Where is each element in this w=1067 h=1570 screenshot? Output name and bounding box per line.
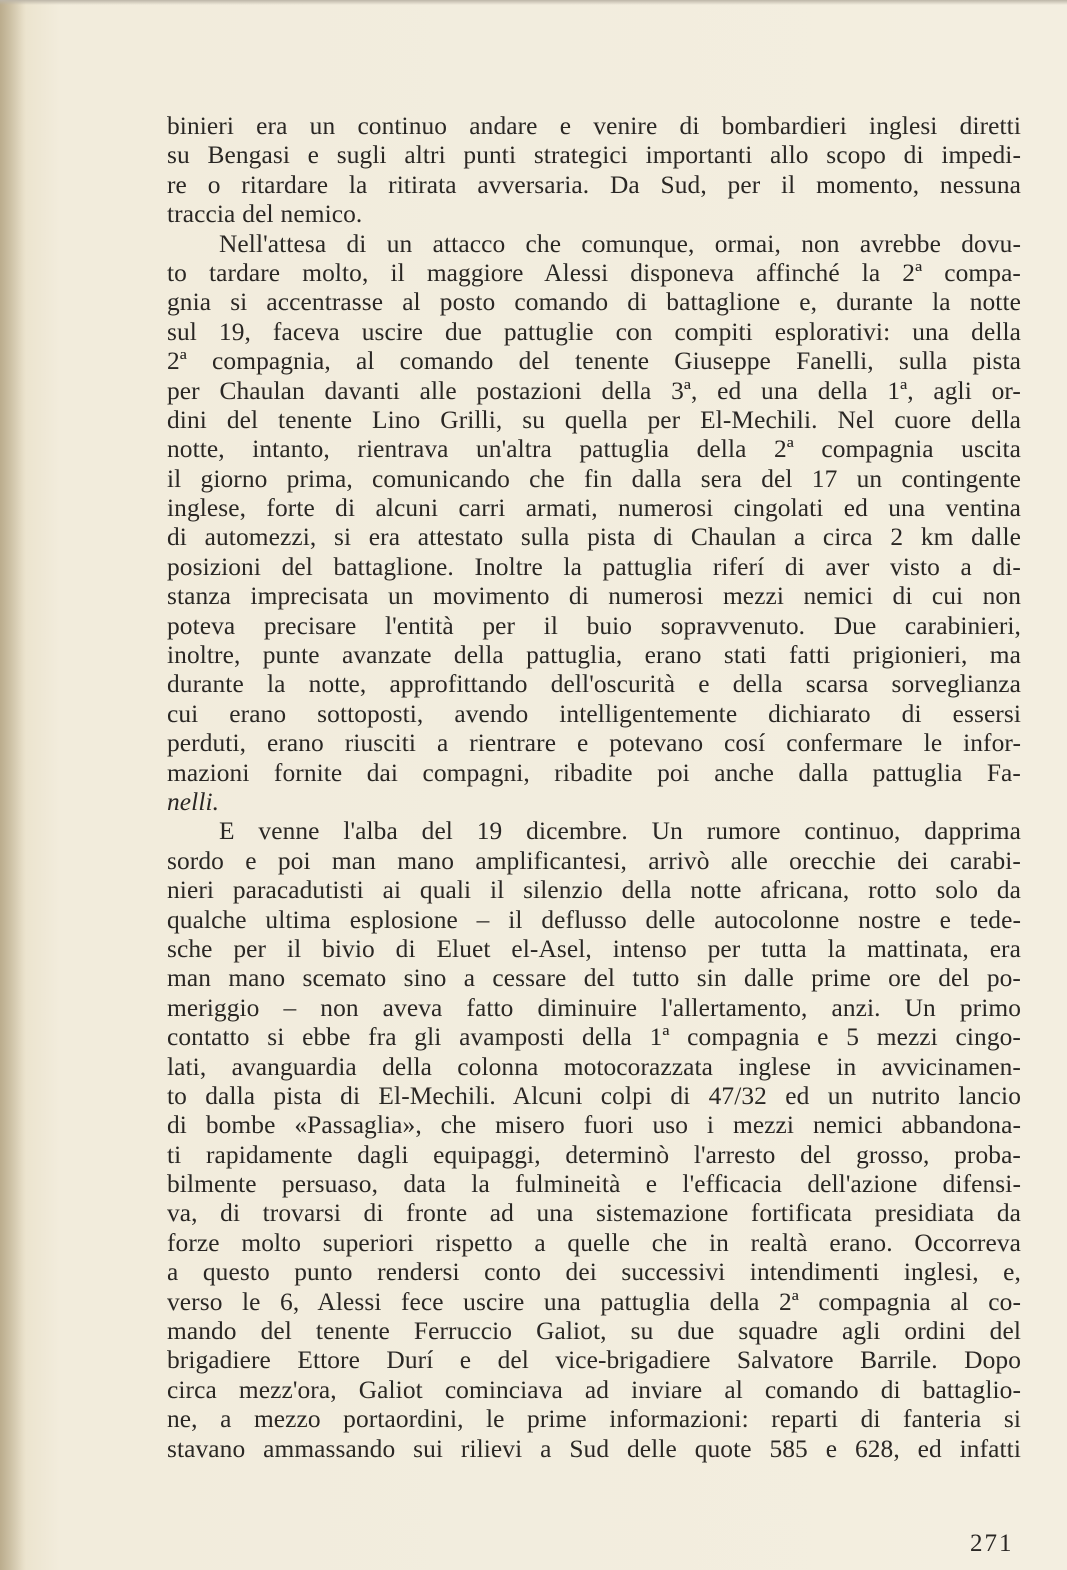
text-line: lati, avanguardia della colonna motocorazzata inglese in avvicinamen- xyxy=(167,1052,1021,1081)
text-line: va, di trovarsi di fronte ad una sistemazione fortificata presidiata da xyxy=(167,1199,1021,1228)
text-line: to tardare molto, il maggiore Alessi disponeva affinché la 2ª compa- xyxy=(167,258,1021,287)
text-line: bilmente persuaso, data la fulmineità e l'efficacia dell'azione difensi- xyxy=(167,1170,1021,1199)
text-line: durante la notte, approfittando dell'oscurità e della scarsa sorveglianza xyxy=(167,670,1021,699)
text-line: ne, a mezzo portaordini, le prime informazioni: reparti di fanteria si xyxy=(167,1405,1021,1434)
text-line: contatto si ebbe fra gli avamposti della 1ª compagnia e 5 mezzi cingo- xyxy=(167,1023,1021,1052)
text-line: su Bengasi e sugli altri punti strategici importanti allo scopo di impedi- xyxy=(167,141,1021,170)
text-line: re o ritardare la ritirata avversaria. Da Sud, per il momento, nessuna xyxy=(167,170,1021,199)
text-line: 2ª compagnia, al comando del tenente Giuseppe Fanelli, sulla pista xyxy=(167,347,1021,376)
text-line: dini del tenente Lino Grilli, su quella per El-Mechili. Nel cuore della xyxy=(167,405,1021,434)
text-line: binieri era un continuo andare e venire di bombardieri inglesi diretti xyxy=(167,112,1021,140)
text-line: forze molto superiori rispetto a quelle che in realtà erano. Occorreva xyxy=(167,1228,1021,1257)
text-line: meriggio – non aveva fatto diminuire l'allertamento, anzi. Un primo xyxy=(167,993,1021,1022)
text-line: cui erano sottoposti, avendo intelligentemente dichiarato di essersi xyxy=(167,699,1021,728)
text-line: stanza imprecisata un movimento di numerosi mezzi nemici di cui non xyxy=(167,582,1021,611)
text-line: a questo punto rendersi conto dei successivi intendimenti inglesi, e, xyxy=(167,1258,1021,1287)
text-line: mando del tenente Ferruccio Galiot, su due squadre agli ordini del xyxy=(167,1317,1021,1346)
text-line: il giorno prima, comunicando che fin dalla sera del 17 un contingente xyxy=(167,464,1021,493)
text-line: notte, intanto, rientrava un'altra pattuglia della 2ª compagnia uscita xyxy=(167,435,1021,464)
text-line: Nell'attesa di un attacco che comunque, ormai, non avrebbe dovu- xyxy=(219,229,1021,258)
text-line: inglese, forte di alcuni carri armati, numerosi cingolati ed una ventina xyxy=(167,494,1021,523)
text-line: to dalla pista di El-Mechili. Alcuni colpi di 47/32 ed un nutrito lancio xyxy=(167,1081,1021,1110)
text-line: traccia del nemico. xyxy=(167,200,363,229)
text-line: circa mezz'ora, Galiot cominciava ad inviare al comando di battaglio- xyxy=(167,1375,1021,1404)
text-line: inoltre, punte avanzate della pattuglia, erano stati fatti prigionieri, ma xyxy=(167,641,1021,670)
text-line: man mano scemato sino a cessare del tutto sin dalle prime ore del po- xyxy=(167,964,1021,993)
text-line: nelli. xyxy=(167,787,220,816)
text-line: stavano ammassando sui rilievi a Sud delle quote 585 e 628, ed infatti xyxy=(167,1434,1021,1463)
text-line: mazioni fornite dai compagni, ribadite poi anche dalla pattuglia Fa- xyxy=(167,758,1021,787)
text-line: per Chaulan davanti alle postazioni della 3ª, ed una della 1ª, agli or- xyxy=(167,376,1021,405)
text-line: di bombe «Passaglia», che misero fuori uso i mezzi nemici abbandona- xyxy=(167,1111,1021,1140)
page-number: 271 xyxy=(970,1530,1014,1557)
text-line: sul 19, faceva uscire due pattuglie con compiti esplorativi: una della xyxy=(167,317,1021,346)
text-line: ti rapidamente dagli equipaggi, determinò l'arresto del grosso, proba- xyxy=(167,1140,1021,1169)
text-line: poteva precisare l'entità per il buio sopravvenuto. Due carabinieri, xyxy=(167,611,1021,640)
text-line: verso le 6, Alessi fece uscire una pattuglia della 2ª compagnia al co- xyxy=(167,1287,1021,1316)
text-line: perduti, erano riusciti a rientrare e potevano cosí confermare le infor- xyxy=(167,729,1021,758)
text-line: sche per il bivio di Eluet el-Asel, intenso per tutta la mattinata, era xyxy=(167,934,1021,963)
text-line: brigadiere Ettore Durí e del vice-brigadiere Salvatore Barrile. Dopo xyxy=(167,1346,1021,1375)
text-line: sordo e poi man mano amplificantesi, arrivò alle orecchie dei carabi- xyxy=(167,846,1021,875)
body-text xyxy=(167,112,1021,1464)
text-line: di automezzi, si era attestato sulla pista di Chaulan a circa 2 km dalle xyxy=(167,523,1021,552)
spine-shadow xyxy=(0,0,26,1570)
text-line: posizioni del battaglione. Inoltre la pattuglia riferí di aver visto a di- xyxy=(167,552,1021,581)
text-line: E venne l'alba del 19 dicembre. Un rumore continuo, dapprima xyxy=(219,817,1021,846)
page-top-edge xyxy=(0,0,1067,5)
text-line: nieri paracadutisti ai quali il silenzio della notte africana, rotto solo da xyxy=(167,876,1021,905)
text-line: qualche ultima esplosione – il deflusso delle autocolonne nostre e tede- xyxy=(167,905,1021,934)
text-line: gnia si accentrasse al posto comando di battaglione e, durante la notte xyxy=(167,288,1021,317)
